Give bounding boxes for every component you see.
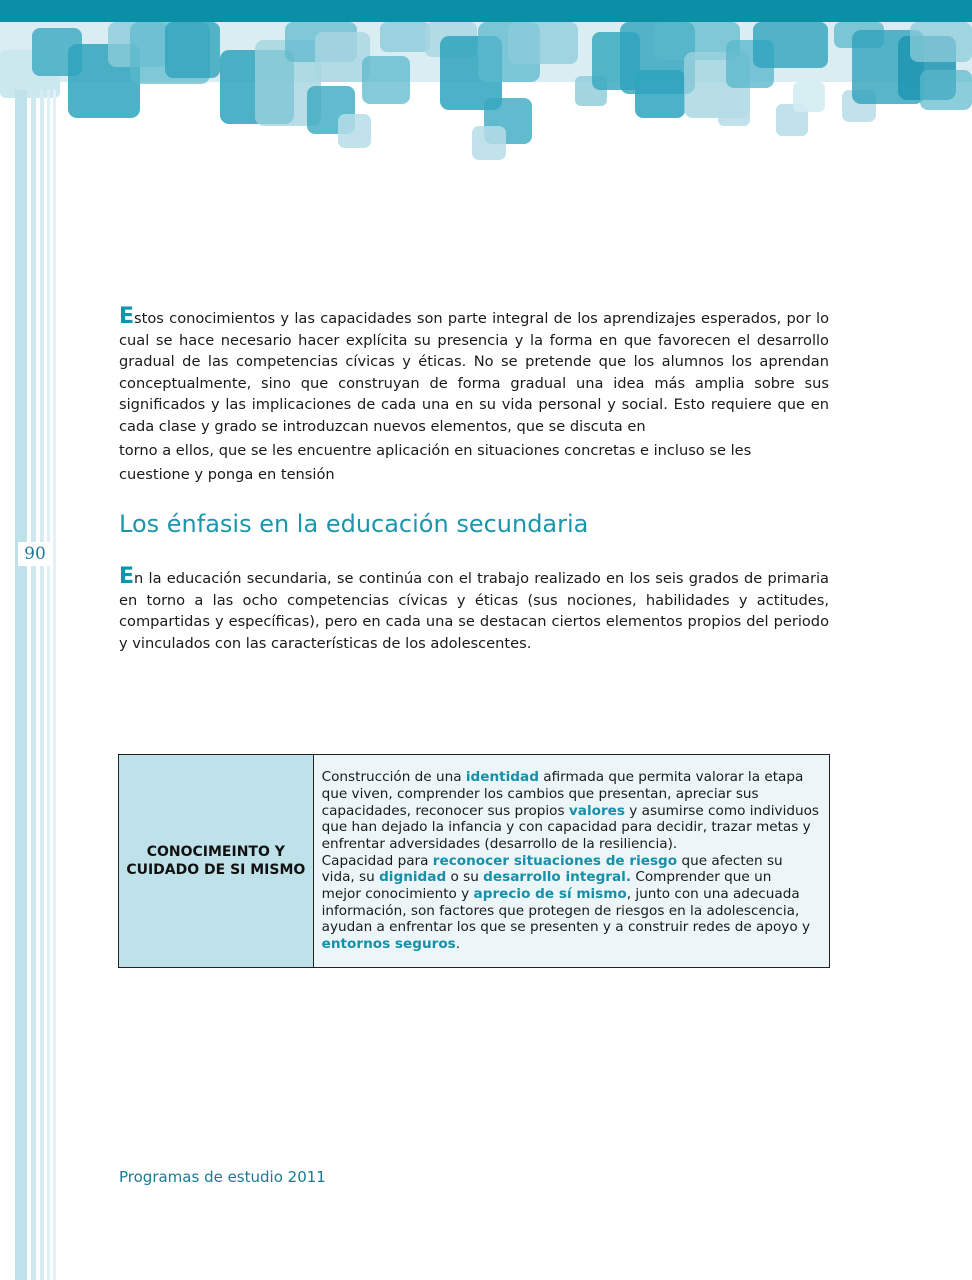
description-line [322, 769, 819, 786]
text: Capacidad para [321, 852, 433, 869]
section-heading: Los énfasis en la educación secundaria [119, 510, 589, 538]
competency-label-cell [119, 755, 314, 968]
description-line: ayudan a enfrentar los que se presenten y a construir redes de apoyo y [321, 919, 811, 936]
section-line: compartidas y específicas), pero en cada una se destacan ciertos elementos propios del [119, 613, 769, 631]
intro-line: cuestione y ponga en tensión [119, 465, 335, 483]
competency-table [118, 754, 830, 968]
text: . [455, 936, 461, 953]
intro-line: desarrollo gradual de las competencias cívicas y éticas. No se pretende que los alumnos [119, 331, 829, 371]
description-line: información, son factores que protegen de riesgos en la adolescencia, [321, 902, 800, 919]
text: vida, su [321, 869, 380, 886]
competency-label-line: CUIDADO DE SI MISMO [126, 862, 306, 878]
top-bar [0, 0, 972, 22]
table-row [119, 755, 830, 968]
description-line [322, 869, 819, 886]
competency-label-line: CONOCIMEINTO Y [146, 844, 285, 860]
description-line [322, 803, 819, 820]
intro-line: stos conocimientos y las capacidades son parte integral de los aprendizajes esperados, [134, 310, 782, 327]
text: afirmada que permita valorar la etapa [538, 769, 804, 786]
intro-paragraph [119, 306, 829, 485]
description-line [322, 936, 819, 953]
highlight-term: aprecio de sí mismo [473, 886, 627, 903]
text: Construcción de una [321, 769, 466, 786]
text: , junto con una adecuada [626, 886, 800, 903]
highlight-term: entornos seguros [321, 936, 456, 953]
text: capacidades, reconocer sus propios [321, 802, 569, 819]
highlight-term: valores [568, 802, 625, 819]
header-decoration [0, 22, 972, 167]
text: que afecten su [677, 852, 783, 869]
description-line [322, 853, 819, 870]
section-line: en torno a las ocho competencias cívicas y éticas (sus nociones, habilidades y actitudes, [119, 591, 829, 609]
left-stripes-decoration [0, 90, 60, 1280]
text: Comprender que un [631, 869, 772, 886]
text: mejor conocimiento y [321, 886, 474, 903]
footer-title: Programas de estudio 2011 [119, 1168, 326, 1186]
description-line: enfrentar adversidades (desarrollo de la resiliencia). [321, 835, 678, 852]
text: o su [446, 869, 484, 886]
page-number: 90 [18, 542, 52, 566]
highlight-term: identidad [465, 769, 539, 786]
dropcap: E [119, 564, 135, 589]
text: y asumirse como individuos [624, 802, 819, 819]
section-line: periodo y vinculados con las características de los adolescentes. [119, 613, 829, 652]
intro-line: por lo cual se hace necesario hacer explícita su presencia y la forma en que favorecen el [119, 310, 829, 349]
highlight-term: reconocer situaciones de riesgo [432, 852, 678, 869]
highlight-term: dignidad [379, 869, 447, 886]
highlight-term: desarrollo integral. [483, 869, 631, 886]
description-line: que viven, comprender los cambios que presentan, apreciar sus [321, 785, 759, 802]
dropcap: E [119, 304, 135, 329]
competency-description-cell [313, 755, 829, 968]
description-line: que han dejado la infancia y con capacidad para decidir, trazar metas y [321, 819, 811, 836]
intro-line: sobre sus significados y las implicaciones de cada una en su vida personal y social. Esto [119, 374, 829, 414]
section-paragraph [119, 566, 829, 654]
intro-line: los aprendan conceptualmente, sino que construyan de forma gradual una idea más amplia [119, 353, 829, 392]
section-line: n la educación secundaria, se continúa con el trabajo realizado en los seis grados de primaria [134, 570, 829, 587]
intro-line: requiere que en cada clase y grado se introduzcan nuevos elementos, que se discuta en [119, 396, 830, 435]
intro-line: torno a ellos, que se les encuentre aplicación en situaciones concretas e incluso se les [119, 441, 752, 459]
description-line [322, 886, 819, 903]
